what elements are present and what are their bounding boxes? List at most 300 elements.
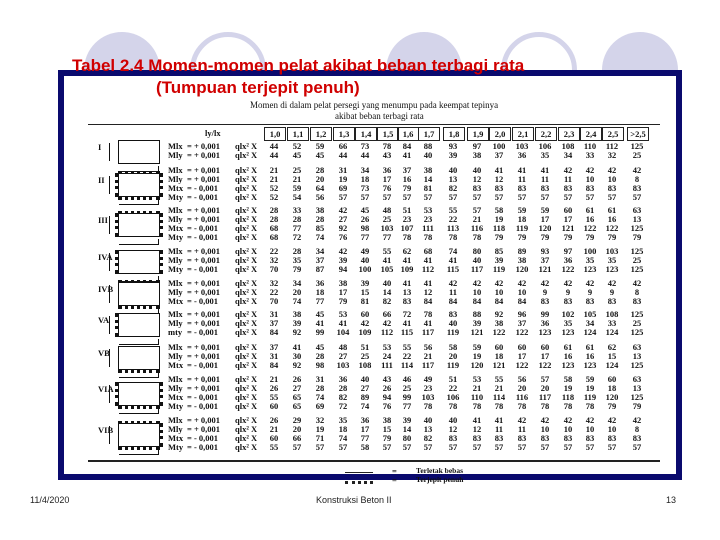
table-cell: 19 — [585, 383, 595, 393]
table-cell: 122 — [515, 327, 529, 337]
table-cell: 55 — [494, 374, 504, 384]
table-cell: 32 — [269, 255, 279, 265]
table-cell: 57 — [402, 442, 412, 452]
table-cell: 35 — [585, 255, 595, 265]
table-cell: 121 — [538, 264, 552, 274]
table-cell: 41 — [472, 415, 482, 425]
table-cell: 42 — [585, 278, 595, 288]
table-cell: 38 — [315, 205, 325, 215]
table-cell: 83 — [607, 183, 617, 193]
column-header: 2,3 — [558, 127, 580, 141]
table-cell: 45 — [315, 342, 325, 352]
coefficient: = + 0,001 — [187, 278, 221, 288]
table-cell: 78 — [472, 232, 482, 242]
table-cell: 55 — [382, 246, 392, 256]
table-cell: 105 — [583, 309, 597, 319]
table-cell: 20 — [315, 174, 325, 184]
table-cell: 84 — [494, 296, 504, 306]
table-cell: 57 — [402, 192, 412, 202]
table-cell: 72 — [402, 309, 412, 319]
table-cell: 73 — [360, 141, 370, 151]
table-cell: 15 — [607, 351, 617, 361]
table-cell: 100 — [583, 246, 597, 256]
table-cell: 38 — [338, 278, 348, 288]
table-cell: 74 — [315, 392, 325, 402]
table-cell: 34 — [315, 246, 325, 256]
table-cell: 60 — [494, 342, 504, 352]
table-cell: 28 — [269, 214, 279, 224]
moment-name: Mly — [168, 424, 183, 434]
table-cell: 28 — [338, 383, 348, 393]
moment-name: Mtx — [168, 223, 184, 233]
table-cell: 72 — [292, 232, 302, 242]
column-header: 1,6 — [397, 127, 419, 141]
table-cell: 83 — [632, 296, 642, 306]
table-cell: 69 — [338, 183, 348, 193]
table-cell: 52 — [269, 183, 279, 193]
table-cell: 27 — [338, 351, 348, 361]
table-cell: 27 — [360, 383, 370, 393]
table-cell: 39 — [494, 255, 504, 265]
table-cell: 11 — [517, 174, 527, 184]
table-cell: 83 — [585, 183, 595, 193]
table-cell: 83 — [540, 296, 550, 306]
coefficient: = - 0,001 — [187, 442, 219, 452]
table-cell: 83 — [607, 433, 617, 443]
table-cell: 28 — [292, 246, 302, 256]
coefficient: = + 0,001 — [187, 174, 221, 184]
load-factor: qlx² X — [235, 401, 258, 411]
table-cell: 51 — [448, 374, 458, 384]
table-cell: 40 — [382, 278, 392, 288]
column-header: 1,7 — [418, 127, 440, 141]
table-cell: 78 — [423, 232, 433, 242]
table-cell: 45 — [360, 205, 370, 215]
table-cell: 74 — [338, 433, 348, 443]
table-cell: 78 — [423, 401, 433, 411]
table-cell: 97 — [563, 246, 573, 256]
table-cell: 45 — [315, 150, 325, 160]
table-cell: 37 — [517, 318, 527, 328]
table-cell: 103 — [605, 246, 619, 256]
table-cell: 36 — [563, 255, 573, 265]
table-cell: 38 — [423, 165, 433, 175]
table-cell: 8 — [634, 287, 640, 297]
column-header: 1,8 — [443, 127, 465, 141]
table-cell: 12 — [423, 287, 433, 297]
group-label: I — [98, 142, 102, 152]
coefficient: = - 0,001 — [187, 232, 219, 242]
moment-name: Mlx — [168, 415, 183, 425]
table-cell: 18 — [360, 174, 370, 184]
group-label: IVB — [98, 283, 114, 294]
table-cell: 22 — [448, 214, 458, 224]
table-cell: 23 — [423, 383, 433, 393]
table-cell: 89 — [360, 392, 370, 402]
table-cell: 40 — [472, 165, 482, 175]
table-cell: 57 — [585, 442, 595, 452]
table-cell: 42 — [585, 415, 595, 425]
table-cell: 57 — [585, 192, 595, 202]
table-cell: 41 — [540, 165, 550, 175]
table-cell: 42 — [563, 278, 573, 288]
table-cell: 46 — [402, 374, 412, 384]
moment-name: Mlx — [168, 246, 183, 256]
table-cell: 52 — [269, 192, 279, 202]
table-cell: 125 — [630, 360, 644, 370]
table-cell: 98 — [360, 223, 370, 233]
table-cell: 32 — [315, 415, 325, 425]
table-caption: Momen di dalam pelat persegi yang menumpu pada keempat tepinya — [250, 100, 499, 110]
table-cell: 59 — [585, 374, 595, 384]
table-cell: 53 — [338, 309, 348, 319]
moment-name: Mly — [168, 318, 183, 328]
moment-name: Mtx — [168, 433, 184, 443]
table-cell: 13 — [423, 424, 433, 434]
table-cell: 28 — [315, 351, 325, 361]
table-cell: 21 — [423, 351, 433, 361]
table-cell: 117 — [421, 327, 435, 337]
table-cell: 123 — [583, 264, 597, 274]
table-cell: 92 — [292, 327, 302, 337]
legend-clamped-label: Terjepit penuh — [416, 475, 464, 484]
table-cell: 77 — [292, 223, 302, 233]
table-cell: 59 — [315, 141, 325, 151]
table-cell: 12 — [448, 424, 458, 434]
group-label: VIA — [98, 384, 114, 394]
legend-free-line — [345, 472, 373, 473]
table-cell: 57 — [563, 192, 573, 202]
table-cell: 40 — [472, 255, 482, 265]
table-cell: 79 — [494, 232, 504, 242]
moment-name: Mly — [168, 174, 183, 184]
table-cell: 125 — [630, 141, 644, 151]
table-cell: 38 — [292, 309, 302, 319]
coefficient: = - 0,001 — [187, 401, 219, 411]
table-cell: 56 — [517, 374, 527, 384]
table-cell: 108 — [358, 360, 372, 370]
table-cell: 36 — [338, 374, 348, 384]
table-cell: 57 — [292, 442, 302, 452]
table-cell: 105 — [380, 264, 394, 274]
moment-name: Mly — [168, 214, 183, 224]
table-cell: 38 — [472, 150, 482, 160]
table-cell: 87 — [315, 264, 325, 274]
table-cell: 82 — [338, 392, 348, 402]
table-cell: 26 — [269, 383, 279, 393]
table-cell: 39 — [448, 150, 458, 160]
table-cell: 79 — [632, 401, 642, 411]
table-cell: 83 — [448, 433, 458, 443]
moment-name: Mly — [168, 255, 183, 265]
coefficient: = - 0,001 — [187, 296, 219, 306]
load-factor: qlx² X — [235, 214, 258, 224]
moment-name: Mty — [168, 442, 184, 452]
table-cell: 11 — [517, 424, 527, 434]
table-cell: 114 — [492, 392, 506, 402]
table-cell: 119 — [583, 392, 597, 402]
table-cell: 119 — [515, 223, 529, 233]
table-cell: 18 — [607, 383, 617, 393]
table-cell: 121 — [492, 360, 506, 370]
table-cell: 39 — [292, 318, 302, 328]
table-cell: 111 — [422, 223, 434, 233]
table-cell: 63 — [632, 342, 642, 352]
table-cell: 122 — [605, 223, 619, 233]
table-cell: 16 — [585, 351, 595, 361]
table-cell: 76 — [382, 401, 392, 411]
table-cell: 42 — [360, 318, 370, 328]
plate-diagram-icon — [118, 282, 160, 306]
table-cell: 32 — [607, 150, 617, 160]
table-cell: 57 — [517, 192, 527, 202]
table-cell: 42 — [448, 278, 458, 288]
table-cell: 120 — [515, 264, 529, 274]
table-cell: 125 — [630, 246, 644, 256]
table-cell: 118 — [492, 223, 506, 233]
load-factor: qlx² X — [235, 342, 258, 352]
table-cell: 21 — [269, 374, 279, 384]
footer-date: 11/4/2020 — [30, 495, 70, 505]
table-cell: 36 — [360, 415, 370, 425]
table-cell: 61 — [585, 342, 595, 352]
table-cell: 41 — [423, 278, 433, 288]
table-cell: 68 — [269, 232, 279, 242]
table-cell: 123 — [605, 264, 619, 274]
table-cell: 118 — [561, 392, 575, 402]
table-cell: 57 — [563, 442, 573, 452]
table-cell: 103 — [336, 360, 350, 370]
table-cell: 84 — [402, 141, 412, 151]
table-cell: 11 — [448, 287, 458, 297]
table-cell: 10 — [607, 424, 617, 434]
table-cell: 36 — [315, 278, 325, 288]
table-cell: 20 — [517, 383, 527, 393]
table-cell: 25 — [360, 351, 370, 361]
table-cell: 26 — [292, 374, 302, 384]
group-label: III — [98, 215, 108, 225]
table-cell: 45 — [315, 309, 325, 319]
table-cell: 84 — [423, 296, 433, 306]
column-header: 2,1 — [512, 127, 534, 141]
table-cell: 108 — [605, 309, 619, 319]
table-cell: 41 — [423, 318, 433, 328]
coefficient: = + 0,001 — [187, 287, 221, 297]
load-factor: qlx² X — [235, 392, 258, 402]
table-cell: 66 — [382, 309, 392, 319]
table-cell: 25 — [402, 383, 412, 393]
table-cell: 125 — [630, 392, 644, 402]
table-cell: 10 — [540, 424, 550, 434]
load-factor: qlx² X — [235, 232, 258, 242]
table-cell: 110 — [583, 141, 597, 151]
table-cell: 97 — [472, 141, 482, 151]
table-cell: 57 — [607, 442, 617, 452]
table-cell: 53 — [382, 342, 392, 352]
table-cell: 28 — [315, 214, 325, 224]
moment-name: Mty — [168, 192, 184, 202]
table-cell: 57 — [338, 192, 348, 202]
coefficient: = - 0,001 — [187, 360, 219, 370]
table-cell: 83 — [517, 183, 527, 193]
table-cell: 60 — [607, 374, 617, 384]
table-cell: 57 — [540, 442, 550, 452]
table-cell: 93 — [540, 246, 550, 256]
table-cell: 61 — [607, 205, 617, 215]
table-cell: 19 — [315, 424, 325, 434]
table-cell: 77 — [315, 296, 325, 306]
table-cell: 18 — [338, 424, 348, 434]
table-cell: 55 — [269, 442, 279, 452]
table-cell: 74 — [448, 246, 458, 256]
table-cell: 59 — [472, 342, 482, 352]
table-cell: 92 — [494, 309, 504, 319]
table-cell: 98 — [315, 360, 325, 370]
column-header: 2,2 — [535, 127, 557, 141]
plate-diagram-icon — [118, 250, 160, 274]
table-cell: 33 — [585, 150, 595, 160]
table-cell: 109 — [358, 327, 372, 337]
table-cell: 100 — [492, 141, 506, 151]
table-cell: 82 — [382, 296, 392, 306]
coefficient: = + 0,001 — [187, 255, 221, 265]
table-cell: 83 — [472, 433, 482, 443]
group-label: II — [98, 175, 105, 185]
table-cell: 57 — [472, 205, 482, 215]
table-cell: 13 — [632, 214, 642, 224]
table-cell: 20 — [292, 424, 302, 434]
table-cell: 83 — [494, 433, 504, 443]
table-cell: 63 — [632, 205, 642, 215]
table-cell: 42 — [494, 278, 504, 288]
plate-diagram-icon — [118, 140, 160, 164]
moment-name: Mtx — [168, 360, 184, 370]
table-cell: 41 — [338, 318, 348, 328]
table-cell: 78 — [448, 401, 458, 411]
plate-diagram-icon — [118, 423, 160, 447]
column-header: 1,9 — [467, 127, 489, 141]
table-cell: 77 — [360, 232, 370, 242]
table-cell: 28 — [292, 214, 302, 224]
table-cell: 31 — [269, 309, 279, 319]
table-cell: 121 — [470, 327, 484, 337]
table-cell: 13 — [448, 174, 458, 184]
table-cell: 41 — [494, 165, 504, 175]
table-cell: 55 — [269, 392, 279, 402]
table-cell: 79 — [402, 183, 412, 193]
legend-clamped-line — [345, 481, 373, 484]
moment-name: Mly — [168, 150, 183, 160]
moment-name: Mlx — [168, 309, 183, 319]
column-header: 1,5 — [377, 127, 399, 141]
table-cell: 42 — [632, 415, 642, 425]
moment-name: Mtx — [168, 296, 184, 306]
table-cell: 18 — [494, 351, 504, 361]
load-factor: qlx² X — [235, 383, 258, 393]
table-cell: 114 — [400, 360, 414, 370]
table-cell: 11 — [494, 424, 504, 434]
coefficient: = - 0,001 — [187, 223, 219, 233]
table-cell: 40 — [448, 318, 458, 328]
table-cell: 79 — [517, 232, 527, 242]
moment-name: Mlx — [168, 141, 183, 151]
table-cell: 81 — [360, 296, 370, 306]
table-cell: 40 — [360, 374, 370, 384]
table-cell: 57 — [382, 192, 392, 202]
table-cell: 77 — [402, 401, 412, 411]
table-cell: 56 — [315, 192, 325, 202]
table-cell: 78 — [472, 401, 482, 411]
table-cell: 124 — [605, 360, 619, 370]
table-cell: 21 — [292, 174, 302, 184]
table-cell: 83 — [540, 183, 550, 193]
table-cell: 43 — [382, 150, 392, 160]
table-cell: 83 — [632, 183, 642, 193]
table-cell: 61 — [563, 342, 573, 352]
table-cell: 28 — [269, 205, 279, 215]
table-cell: 122 — [583, 223, 597, 233]
load-factor: qlx² X — [235, 255, 258, 265]
table-cell: 83 — [563, 296, 573, 306]
load-factor: qlx² X — [235, 150, 258, 160]
load-factor: qlx² X — [235, 287, 258, 297]
table-cell: 83 — [563, 433, 573, 443]
coefficient: = + 0,001 — [187, 383, 221, 393]
load-factor: qlx² X — [235, 165, 258, 175]
table-cell: 123 — [583, 360, 597, 370]
table-cell: 32 — [269, 278, 279, 288]
table-cell: 77 — [382, 232, 392, 242]
table-cell: 40 — [423, 415, 433, 425]
coefficient: = + 0,001 — [187, 141, 221, 151]
table-cell: 33 — [292, 205, 302, 215]
table-cell: 57 — [494, 192, 504, 202]
table-cell: 92 — [338, 223, 348, 233]
coefficient: = + 0,001 — [187, 424, 221, 434]
table-cell: 73 — [360, 183, 370, 193]
table-cell: 19 — [338, 174, 348, 184]
table-cell: 112 — [605, 141, 619, 151]
ratio-header: ly/lx — [205, 128, 221, 138]
coefficient: = - 0,001 — [187, 433, 219, 443]
slide-title: Tabel 2.4 Momen-momen pelat akibat beban terbagi rata — [72, 56, 525, 75]
table-cell: 57 — [472, 442, 482, 452]
table-cell: 51 — [402, 205, 412, 215]
table-cell: 42 — [540, 278, 550, 288]
table-cell: 57 — [423, 442, 433, 452]
table-cell: 42 — [585, 165, 595, 175]
table-cell: 68 — [423, 246, 433, 256]
table-cell: 60 — [563, 205, 573, 215]
load-factor: qlx² X — [235, 183, 258, 193]
table-cell: 38 — [382, 415, 392, 425]
table-cell: 20 — [448, 351, 458, 361]
table-cell: 70 — [269, 296, 279, 306]
legend-eq: = — [392, 475, 397, 485]
table-cell: 85 — [494, 246, 504, 256]
table-cell: 23 — [402, 214, 412, 224]
moment-name: Mtx — [168, 392, 184, 402]
table-cell: 52 — [292, 141, 302, 151]
load-factor: qlx² X — [235, 278, 258, 288]
table-cell: 79 — [338, 296, 348, 306]
table-cell: 10 — [494, 287, 504, 297]
footer-course: Konstruksi Beton II — [316, 495, 392, 505]
moment-name: mty — [168, 327, 183, 337]
table-cell: 60 — [517, 342, 527, 352]
table-cell: 17 — [517, 351, 527, 361]
table-cell: 76 — [338, 232, 348, 242]
